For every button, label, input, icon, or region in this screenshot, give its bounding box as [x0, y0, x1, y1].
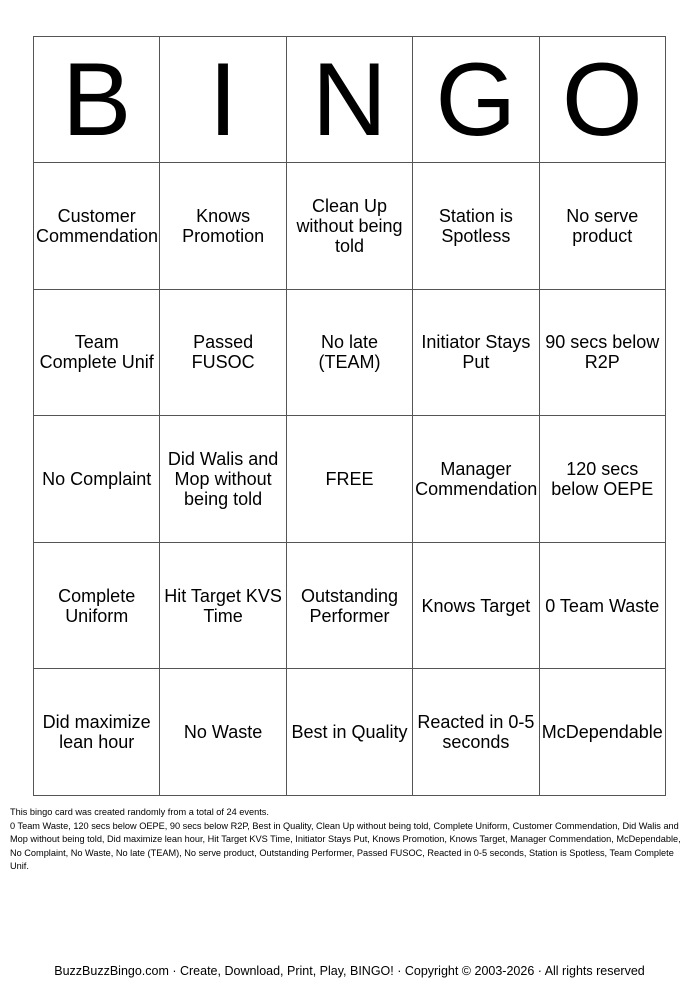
bingo-cell: Team Complete Unif — [34, 289, 160, 416]
bingo-cell: Hit Target KVS Time — [160, 542, 286, 669]
bingo-cell: 0 Team Waste — [539, 542, 665, 669]
bingo-free-cell: FREE — [286, 416, 412, 543]
bingo-card — [33, 36, 666, 796]
events-list: 0 Team Waste, 120 secs below OEPE, 90 secs below R2P, Best in Quality, Clean Up without being told, Complete Uniform, Customer Commendation, Did Walis and Mop without being told, Did maximize lean hour, Hit Target KVS Time, Initiator Stays Put, Knows Promotion, Knows Target, Manager Commendation, McDependable, No Complaint, No Waste, No late (TEAM), No serve product, Outstanding Performer, Passed FUSOC, Reacted in 0-5 seconds, Station is Spotless, Team Complete Unif. — [10, 820, 681, 871]
bingo-row — [34, 416, 666, 543]
bingo-cell: Manager Commendation — [413, 416, 539, 543]
bingo-row — [34, 542, 666, 669]
bingo-cell: Passed FUSOC — [160, 289, 286, 416]
bingo-cell: McDependable — [539, 669, 665, 796]
bingo-cell: Did Walis and Mop without being told — [160, 416, 286, 543]
bingo-row — [34, 669, 666, 796]
bingo-cell: Customer Commendation — [34, 163, 160, 290]
header-letter-b: B — [34, 37, 160, 163]
header-letter-n: N — [286, 37, 412, 163]
bingo-cell: 90 secs below R2P — [539, 289, 665, 416]
header-letter-o: O — [539, 37, 665, 163]
bingo-cell: Initiator Stays Put — [413, 289, 539, 416]
bingo-cell: Did maximize lean hour — [34, 669, 160, 796]
bingo-cell: Clean Up without being told — [286, 163, 412, 290]
bingo-cell: No late (TEAM) — [286, 289, 412, 416]
bingo-cell: No serve product — [539, 163, 665, 290]
bingo-cell: Knows Target — [413, 542, 539, 669]
bingo-cell: No Waste — [160, 669, 286, 796]
bingo-cell: 120 secs below OEPE — [539, 416, 665, 543]
bingo-cell: Reacted in 0-5 seconds — [413, 669, 539, 796]
bingo-cell: Complete Uniform — [34, 542, 160, 669]
card-info — [10, 806, 682, 874]
bingo-row — [34, 163, 666, 290]
bingo-cell: Station is Spotless — [413, 163, 539, 290]
page-footer: BuzzBuzzBingo.com · Create, Download, Print, Play, BINGO! · Copyright © 2003-2026 · All rights reserved — [54, 964, 645, 978]
bingo-header-row — [34, 37, 666, 163]
bingo-row — [34, 289, 666, 416]
header-letter-i: I — [160, 37, 286, 163]
bingo-cell: No Complaint — [34, 416, 160, 543]
bingo-cell: Best in Quality — [286, 669, 412, 796]
header-letter-g: G — [413, 37, 539, 163]
created-note: This bingo card was created randomly from a total of 24 events. — [10, 807, 269, 817]
bingo-cell: Outstanding Performer — [286, 542, 412, 669]
bingo-cell: Knows Promotion — [160, 163, 286, 290]
